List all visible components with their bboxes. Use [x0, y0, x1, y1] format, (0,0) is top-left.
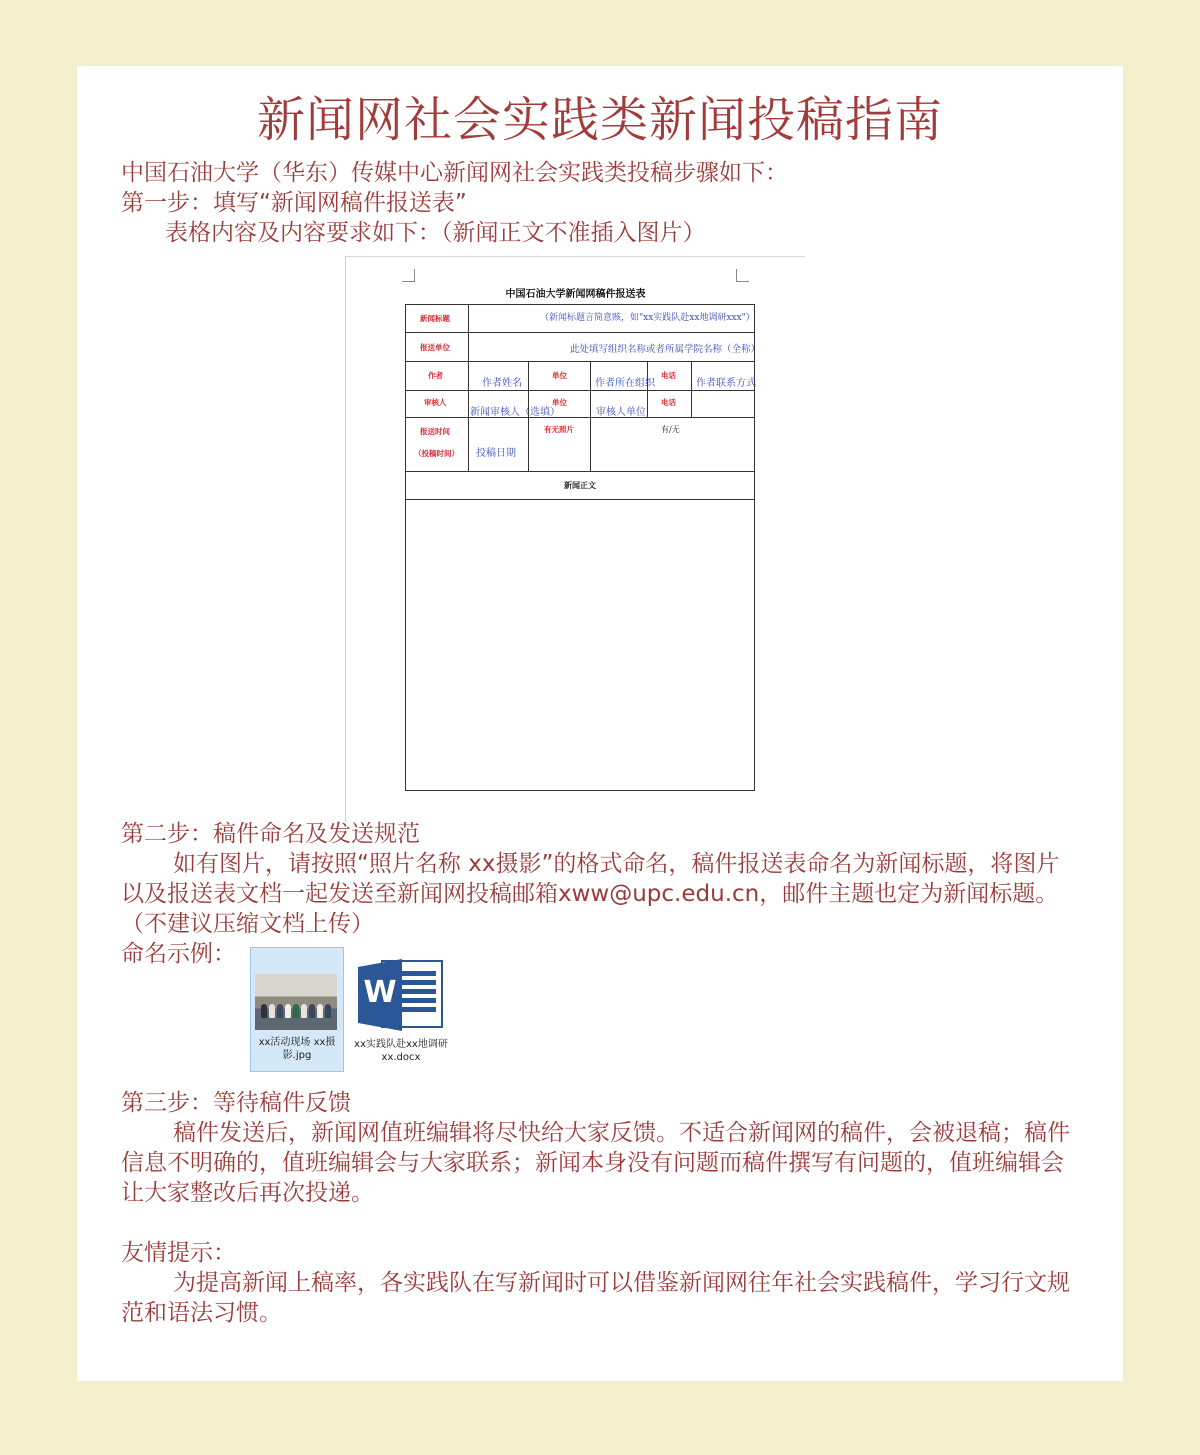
- form-template-image: [345, 256, 805, 822]
- tips-heading: 友情提示：: [121, 1240, 236, 1266]
- page-corner-mark: [402, 269, 415, 282]
- example-label: 命名示例：: [121, 941, 236, 967]
- page-title: 新闻网社会实践类新闻投稿指南: [256, 92, 943, 148]
- step2-paragraph: 如有图片，请按照“照片名称 xx摄影”的格式命名，稿件报送表命名为新闻标题，将图片以及报送表文档一起发送至新闻网投稿邮箱xww@upc.edu.cn，邮件主题也定为新闻标题。（不建议压缩文档上传）: [121, 851, 1060, 937]
- file-docx-icon[interactable]: [358, 959, 444, 1031]
- time-label: 报送时间: [420, 427, 450, 436]
- photo-value: 有/无: [661, 425, 680, 434]
- author-unit-label: 单位: [552, 371, 567, 380]
- news-title-hint: （新闻标题言简意赅，如"xx实践队赴xx地调研xxx"）: [540, 313, 755, 323]
- author-phone-label: 电话: [661, 371, 676, 380]
- tips-paragraph: 为提高新闻上稿率，各实践队在写新闻时可以借鉴新闻网往年社会实践稿件，学习行文规范和语法习惯。: [121, 1270, 1070, 1326]
- form-row-body: [406, 499, 754, 791]
- author-unit-hint: 作者所在组织: [595, 378, 655, 389]
- author-phone-hint: 作者联系方式: [696, 378, 756, 389]
- step1-subtext: 表格内容及内容要求如下：（新闻正文不准插入图片）: [165, 220, 706, 246]
- form-table: [405, 304, 761, 791]
- step1-heading: 第一步：填写“新闻网稿件报送表”: [121, 190, 467, 216]
- time-label-alt: （投稿时间）: [414, 449, 459, 458]
- news-title-label: 新闻标题: [420, 314, 450, 323]
- file-jpg-icon[interactable]: [250, 947, 344, 1072]
- reviewer-hint: 新闻审核人（选填）: [470, 407, 560, 418]
- author-label: 作者: [428, 371, 443, 380]
- form-row-unit: [406, 332, 761, 362]
- form-row-reviewer: [406, 390, 754, 418]
- guide-card: [77, 66, 1123, 1381]
- unit-hint: 此处填写组织名称或者所属学院名称（全称）: [570, 344, 761, 355]
- form-title: 中国石油大学新闻网稿件报送表: [505, 289, 646, 300]
- photo-thumbnail: [255, 974, 337, 1030]
- file-docx-name: xx实践队赴xx地调研xx.docx: [354, 1039, 448, 1063]
- reviewer-label: 审核人: [424, 398, 447, 407]
- step3-paragraph: 稿件发送后，新闻网值班编辑将尽快给大家反馈。不适合新闻网的稿件，会被退稿；稿件信息不明确的，值班编辑会与大家联系；新闻本身没有问题而稿件撰写有问题的，值班编辑会让大家整改后再次投递。: [121, 1120, 1070, 1206]
- form-row-time: [406, 417, 754, 472]
- word-letter: W: [363, 975, 397, 1010]
- form-row-title: [406, 305, 754, 332]
- reviewer-unit-hint: 审核人单位: [596, 407, 646, 418]
- author-hint: 作者姓名: [482, 378, 522, 389]
- step2-heading: 第二步：稿件命名及发送规范: [121, 821, 420, 847]
- unit-label: 报送单位: [420, 343, 450, 352]
- page-corner-mark: [736, 269, 749, 282]
- body-label: 新闻正文: [564, 480, 596, 490]
- reviewer-unit-label: 单位: [552, 398, 567, 407]
- form-row-body-header: [406, 471, 754, 500]
- photo-label: 有无照片: [544, 425, 574, 434]
- reviewer-phone-label: 电话: [661, 398, 676, 407]
- step3-heading: 第三步：等待稿件反馈: [121, 1090, 351, 1116]
- intro-text: 中国石油大学（华东）传媒中心新闻网社会实践类投稿步骤如下：: [121, 160, 788, 186]
- form-row-author: [406, 361, 754, 391]
- file-jpg-name: xx活动现场 xx摄影.jpg: [258, 1037, 336, 1061]
- time-hint: 投稿日期: [476, 448, 516, 459]
